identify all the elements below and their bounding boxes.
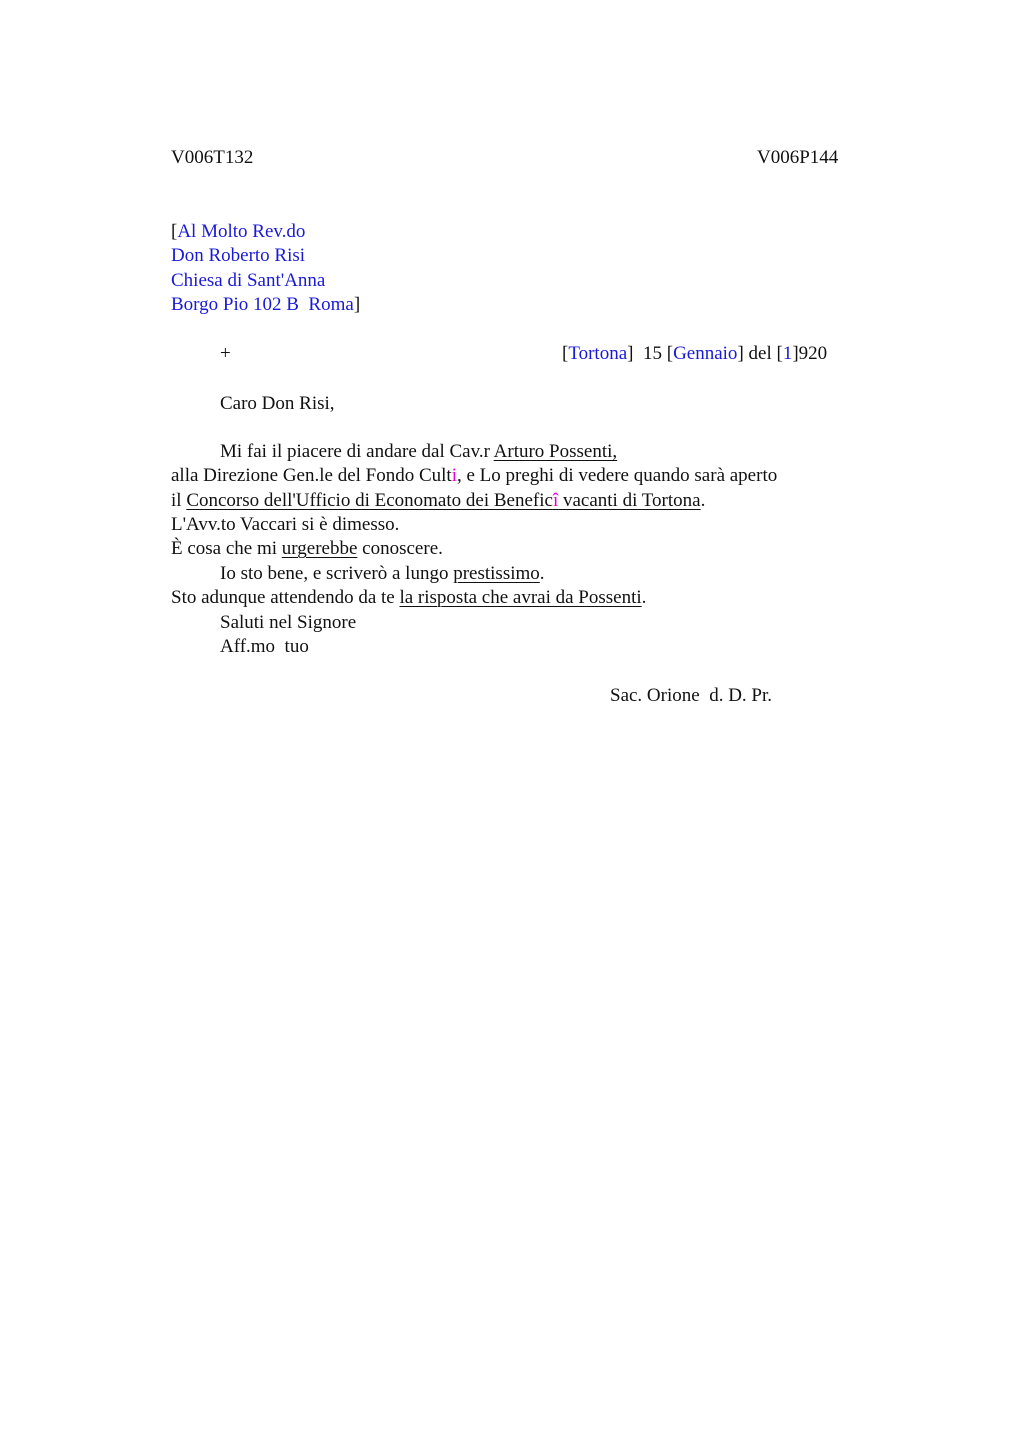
dateline-year: ]920 [792,343,828,364]
address-line-3: Chiesa di Sant'Anna [171,270,326,291]
address-street: Borgo Pio 102 B Roma [171,294,354,315]
body-line-5 [171,537,443,561]
address-recipient-title: Al Molto Rev.do [177,221,306,242]
signature: Sac. Orione d. D. Pr. [610,685,773,706]
body-line-3 [171,489,705,513]
editorial-mark: i [451,465,457,486]
bracket-open: [ [171,221,178,242]
body-text: . [641,587,647,608]
body-text: alla Direzione Gen.le del Fondo Cult [171,465,452,486]
address-line-4 [171,293,360,317]
body-text: Sto adunque attendendo da te [171,587,400,608]
body-text: conoscere. [357,538,443,559]
address-line-2: Don Roberto Risi [171,245,306,266]
body-text: , e Lo preghi di vedere quando sarà aperto [457,465,778,486]
dateline-day: ] 15 [ [627,343,674,364]
dateline-year-prefix: 1 [782,343,793,364]
dateline-month: Gennaio [673,343,738,364]
editorial-mark: î [552,490,559,511]
dateline-del: ] del [ [737,343,783,364]
address-line-1 [171,220,305,244]
underlined-phrase: la risposta che avrai da Possenti [399,587,642,608]
dateline-bracket: [ [562,343,569,364]
body-text: il [171,490,187,511]
dateline-place: Tortona [568,343,628,364]
cross-mark: + [220,343,231,364]
body-line-7 [171,586,646,610]
body-line-6 [220,562,545,586]
closing-affectionate: Aff.mo tuo [220,636,309,657]
body-text: Io sto bene, e scriverò a lungo [220,563,454,584]
body-text: Mi fai il piacere di andare dal Cav.r [220,441,494,462]
body-text: . [700,490,706,511]
body-line-1 [220,440,617,464]
underlined-word: prestissimo [453,563,540,584]
document-code-right: V006P144 [757,147,839,168]
underlined-name: Arturo Possenti, [493,441,618,462]
bracket-close: ] [353,294,361,315]
body-text: Concorso dell'Ufficio di Economato dei Benefic [186,490,553,511]
body-text: . [539,563,545,584]
closing-greeting: Saluti nel Signore [220,612,357,633]
body-text: È cosa che mi [171,538,282,559]
underlined-word: urgerebbe [281,538,358,559]
document-code-left: V006T132 [171,147,254,168]
body-text: vacanti di Tortona [558,490,701,511]
dateline [562,342,827,366]
body-line-4: L'Avv.to Vaccari si è dimesso. [171,514,400,535]
body-line-2 [171,464,777,488]
salutation: Caro Don Risi, [220,393,335,414]
underlined-phrase [186,490,700,511]
